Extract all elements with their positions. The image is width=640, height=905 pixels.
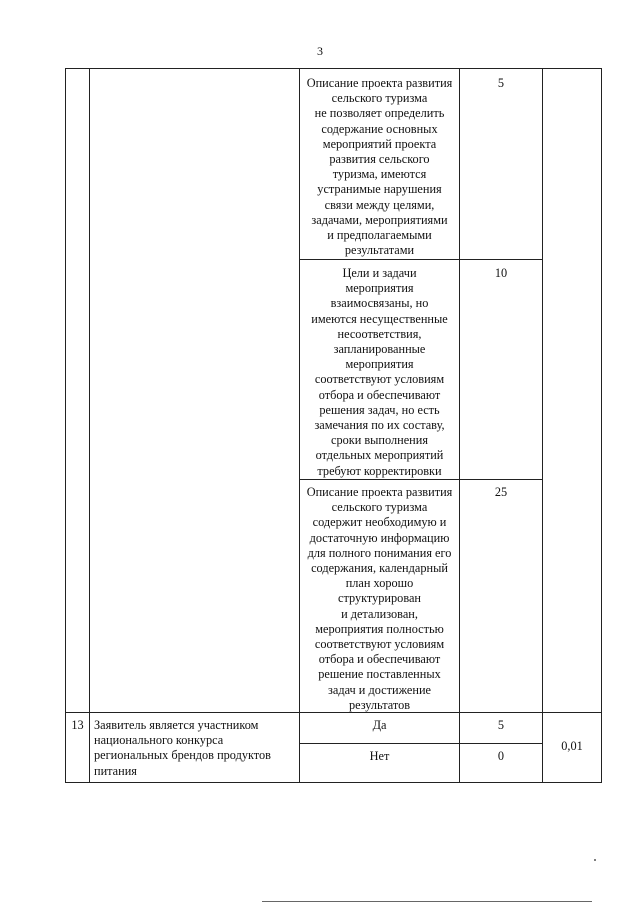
scan-edge-line [262,901,592,902]
row-divider [299,259,542,260]
row-divider [299,743,542,744]
criterion-description-cell: Описание проекта развития сельского туризма содержит необходимую и достаточную информацию для полного понимания его содержания, календарный план хорошо структурирован и детализован, мероприятия полностью соответствуют условиям отбора и обеспечивают решение поставленных задач и достижение результатов [306,485,453,712]
criterion-score-cell: 10 [494,266,508,280]
criterion-score-cell: 5 [497,76,505,90]
criterion-score-cell: 25 [494,485,508,499]
scan-speck [594,859,596,861]
column-divider [459,69,460,782]
row-number-cell: 13 [71,718,84,732]
row-divider [299,479,542,480]
weight-cell: 0,01 [561,739,583,753]
column-divider [89,69,90,782]
criteria-table [65,68,602,783]
criterion-description-cell: Описание проекта развития сельского туризма не позволяет определить содержание основных мероприятий проекта развития сельского туризма, имеются устранимые нарушения связи между целями, задачами, мероприятиями и предполагаемыми результатами [306,76,453,258]
option-value-cell: Да [372,718,387,732]
criterion-name-cell: Заявитель является участником национального конкурса региональных брендов продуктов питания [94,718,271,778]
option-value-cell: Нет [369,749,390,763]
option-score-cell: 5 [497,718,505,732]
option-score-cell: 0 [497,749,505,763]
page-number: 3 [317,44,323,58]
column-divider [542,69,543,782]
criterion-description-cell: Цели и задачи мероприятия взаимосвязаны, но имеются несущественные несоответствия, запланированные мероприятия соответствуют условиям отбора и обеспечивают решения задач, но есть замечания по их составу, сроки выполнения отдельных мероприятий требуют корректировки [311,266,448,478]
